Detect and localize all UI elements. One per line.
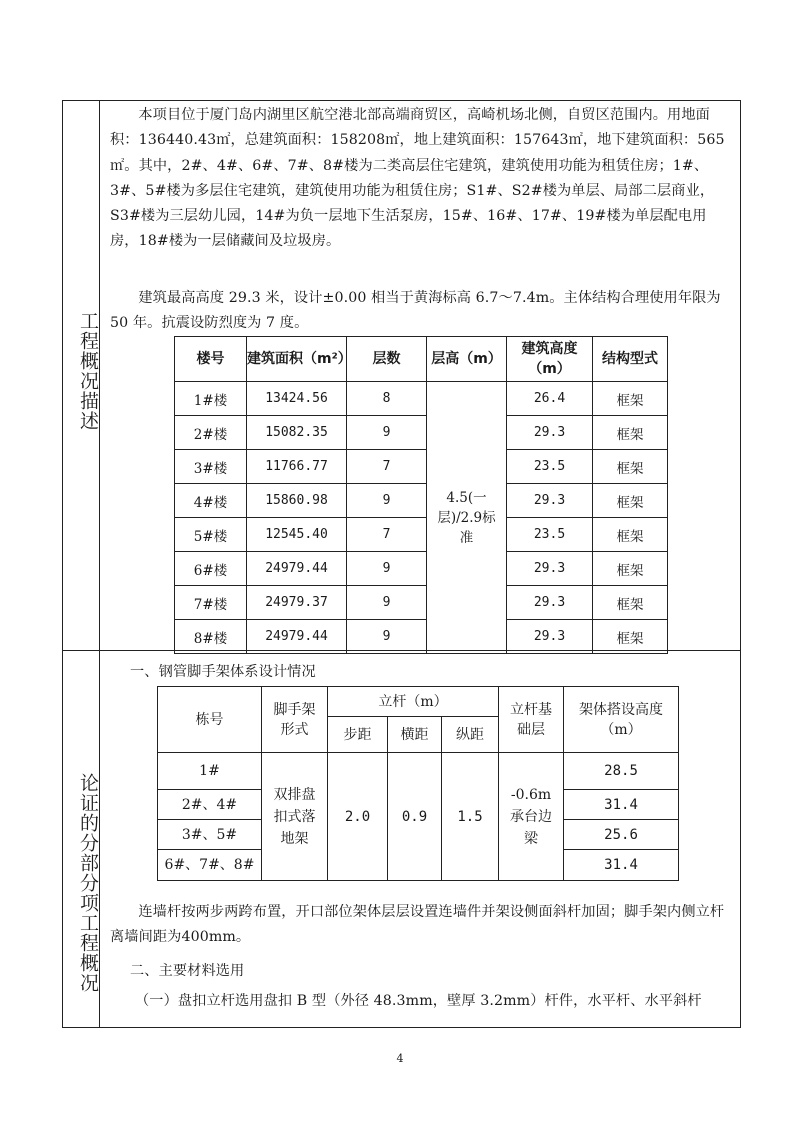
table-row — [175, 450, 668, 484]
cell-area: 15082.35 — [247, 416, 347, 450]
cell-building: 2#、4# — [158, 790, 262, 820]
cell-area: 11766.77 — [247, 450, 347, 484]
overview-side-label: 工程概况描述 — [77, 311, 99, 431]
section1-heading: 一、钢管脚手架体系设计情况 — [130, 664, 316, 680]
cell-structure: 框架 — [593, 586, 668, 620]
cell-structure: 框架 — [593, 620, 668, 654]
cell-floors: 9 — [347, 620, 427, 654]
cell-floors: 9 — [347, 416, 427, 450]
label-column-divider — [99, 101, 100, 1027]
scaffold-table — [157, 686, 679, 881]
cell-height: 29.3 — [507, 620, 593, 654]
header-foundation: 立杆基础层 — [499, 687, 564, 753]
cell-height: 23.5 — [507, 450, 593, 484]
cell-height: 26.4 — [507, 382, 593, 416]
header-floors: 层数 — [347, 337, 427, 382]
cell-structure: 框架 — [593, 552, 668, 586]
cell-height: 28.5 — [564, 753, 679, 790]
cell-floors: 9 — [347, 552, 427, 586]
cell-name: 5#楼 — [175, 518, 247, 552]
table-row — [175, 484, 668, 518]
cell-transverse: 0.9 — [388, 753, 442, 881]
cell-height: 29.3 — [507, 586, 593, 620]
cell-floors: 9 — [347, 586, 427, 620]
overview-paragraph-1: 本项目位于厦门岛内湖里区航空港北部高端商贸区，高崎机场北侧，自贸区范围内。用地面积：136440.43㎡，总建筑面积：158208㎡，地上建筑面积：157643㎡，地下建筑面积：565㎡。其中，2#、4#、6#、7#、8#楼为二类高层住宅建筑，建筑使用功能为租赁住房；1#、3#、5#楼为多层住宅建筑，建筑使用功能为租赁住房；S1#、S2#楼为单层、局部二层商业，S3#楼为三层幼儿园，14#为负一层地下生活泵房，15#、16#、17#、19#楼为单层配电用房，18#楼为一层储藏间及垃圾房。 — [110, 107, 725, 250]
cell-height: 29.3 — [507, 484, 593, 518]
page-number: 4 — [396, 1052, 404, 1065]
cell-scaffold-form: 双排盘扣式落地架 — [262, 753, 328, 881]
cell-building: 6#、7#、8# — [158, 850, 262, 881]
cell-longitudinal: 1.5 — [442, 753, 499, 881]
header-scaffold-form: 脚手架形式 — [262, 687, 328, 753]
cell-area: 24979.44 — [247, 620, 347, 654]
cell-building: 1# — [158, 753, 262, 790]
table-row — [158, 753, 679, 790]
header-erection-height: 架体搭设高度（m） — [564, 687, 679, 753]
cell-foundation: -0.6m承台边梁 — [499, 753, 564, 881]
cell-area: 13424.56 — [247, 382, 347, 416]
table-row — [175, 382, 668, 416]
header-structure: 结构型式 — [593, 337, 668, 382]
cell-structure: 框架 — [593, 484, 668, 518]
cell-name: 8#楼 — [175, 620, 247, 654]
cell-height: 29.3 — [507, 416, 593, 450]
building-table-header — [175, 337, 668, 382]
header-transverse: 横距 — [388, 717, 442, 753]
cell-area: 15860.98 — [247, 484, 347, 518]
scaffold-header-row-1 — [158, 687, 679, 717]
cell-floors: 9 — [347, 484, 427, 518]
cell-structure: 框架 — [593, 450, 668, 484]
cell-area: 12545.40 — [247, 518, 347, 552]
cell-building: 3#、5# — [158, 820, 262, 850]
cell-floors: 8 — [347, 382, 427, 416]
header-pole: 立杆（m） — [328, 687, 499, 717]
table-row — [175, 416, 668, 450]
table-row — [175, 586, 668, 620]
cell-area: 24979.37 — [247, 586, 347, 620]
cell-name: 1#楼 — [175, 382, 247, 416]
cell-structure: 框架 — [593, 382, 668, 416]
cell-floor-height-merged: 4.5(一层)/2.9标准 — [427, 382, 507, 654]
cell-height: 31.4 — [564, 790, 679, 820]
header-step: 步距 — [328, 717, 388, 753]
cell-floors: 7 — [347, 518, 427, 552]
header-building-no: 栋号 — [158, 687, 262, 753]
header-longitudinal: 纵距 — [442, 717, 499, 753]
header-area: 建筑面积（m²） — [247, 337, 347, 382]
cell-structure: 框架 — [593, 416, 668, 450]
cell-name: 3#楼 — [175, 450, 247, 484]
cell-height: 29.3 — [507, 552, 593, 586]
cell-height: 23.5 — [507, 518, 593, 552]
cell-height: 25.6 — [564, 820, 679, 850]
subproject-side-label: 论证的分部分项工程概况 — [77, 773, 99, 993]
scaffold-note: 连墙杆按两步两跨布置，开口部位架体层层设置连墙件并架设侧面斜杆加固；脚手架内侧立杆离墙间距为400mm。 — [110, 904, 725, 946]
cell-name: 6#楼 — [175, 552, 247, 586]
cell-step: 2.0 — [328, 753, 388, 881]
building-table — [174, 336, 668, 654]
cell-floors: 7 — [347, 450, 427, 484]
material-item-1: （一）盘扣立杆选用盘扣 B 型（外径 48.3mm，壁厚 3.2mm）杆件，水平杆、水平斜杆 — [135, 993, 702, 1009]
cell-height: 31.4 — [564, 850, 679, 881]
section2-heading: 二、主要材料选用 — [130, 963, 245, 979]
table-row — [175, 518, 668, 552]
cell-area: 24979.44 — [247, 552, 347, 586]
cell-name: 7#楼 — [175, 586, 247, 620]
cell-name: 2#楼 — [175, 416, 247, 450]
header-floor-height: 层高（m） — [427, 337, 507, 382]
table-row — [175, 620, 668, 654]
overview-paragraph-2: 建筑最高高度 29.3 米，设计±0.00 相当于黄海标高 6.7～7.4m。主体结构合理使用年限为 50 年。抗震设防烈度为 7 度。 — [110, 290, 721, 332]
cell-name: 4#楼 — [175, 484, 247, 518]
cell-structure: 框架 — [593, 518, 668, 552]
header-building-height: 建筑高度（m） — [507, 337, 593, 382]
header-building: 楼号 — [175, 337, 247, 382]
table-row — [175, 552, 668, 586]
